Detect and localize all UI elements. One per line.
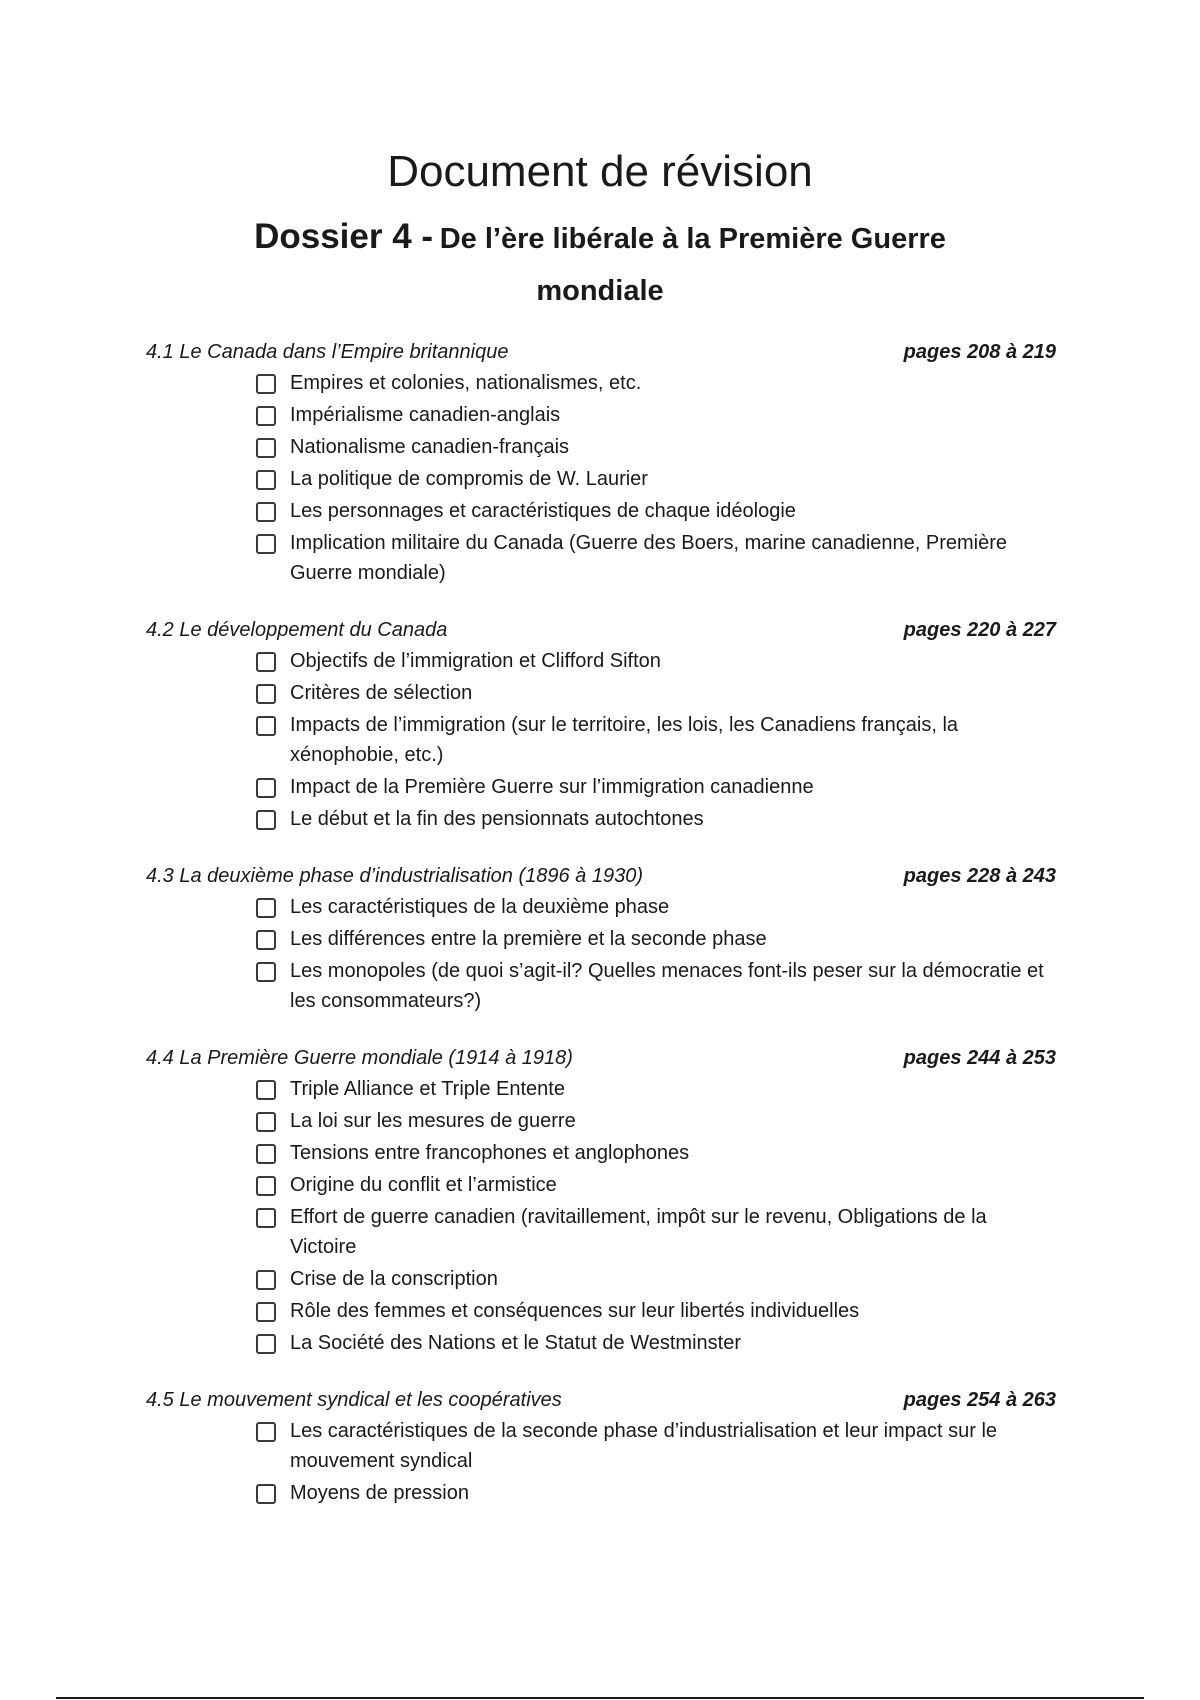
checklist-item bbox=[256, 1202, 1058, 1262]
checklist-item-label: La Société des Nations et le Statut de Westminster bbox=[290, 1332, 741, 1354]
checklist-item bbox=[256, 1328, 1058, 1358]
checklist-item-label: Les caractéristiques de la seconde phase d’industrialisation et leur impact sur le mouvement syndical bbox=[290, 1420, 998, 1472]
checkbox[interactable] bbox=[256, 1080, 276, 1100]
section-title: 4.4 La Première Guerre mondiale (1914 à 1918) bbox=[146, 1047, 573, 1069]
checklist-item bbox=[256, 678, 1058, 708]
checkbox[interactable] bbox=[256, 502, 276, 522]
checklist-item-label: Les monopoles (de quoi s’agit-il? Quelles menaces font-ils peser sur la démocratie et les consommateurs?) bbox=[290, 960, 1044, 1012]
checkbox[interactable] bbox=[256, 1484, 276, 1504]
checkbox[interactable] bbox=[256, 1302, 276, 1322]
section bbox=[146, 614, 1058, 834]
checklist-item bbox=[256, 1296, 1058, 1326]
checklist-item bbox=[256, 1416, 1058, 1476]
document-title: Document de révision bbox=[387, 147, 813, 196]
subtitle-theme: De l’ère libérale à la Première Guerre mondiale bbox=[439, 223, 946, 307]
checkbox[interactable] bbox=[256, 1112, 276, 1132]
checkbox[interactable] bbox=[256, 778, 276, 798]
subtitle-dossier-number: Dossier 4 - bbox=[254, 217, 434, 256]
checkbox[interactable] bbox=[256, 810, 276, 830]
checklist-item bbox=[256, 1074, 1058, 1104]
checklist-item bbox=[256, 710, 1058, 770]
section-pages: pages 220 à 227 bbox=[903, 619, 1056, 641]
checkbox[interactable] bbox=[256, 716, 276, 736]
checkbox[interactable] bbox=[256, 534, 276, 554]
checklist-item-label: Les caractéristiques de la deuxième phase bbox=[290, 896, 670, 918]
checklist bbox=[146, 1074, 1058, 1358]
section-title: 4.3 La deuxième phase d’industrialisation (1896 à 1930) bbox=[146, 865, 644, 887]
checklist-item bbox=[256, 1106, 1058, 1136]
checklist-item-label: Critères de sélection bbox=[290, 682, 473, 704]
section-header bbox=[146, 614, 1058, 646]
checklist-item-label: Objectifs de l’immigration et Clifford Sifton bbox=[290, 650, 661, 672]
checkbox[interactable] bbox=[256, 1176, 276, 1196]
checklist-item-label: Crise de la conscription bbox=[290, 1268, 498, 1290]
checklist-item bbox=[256, 646, 1058, 676]
checklist-item-label: Tensions entre francophones et anglophones bbox=[290, 1142, 690, 1164]
section-header bbox=[146, 1384, 1058, 1416]
checklist-item bbox=[256, 464, 1058, 494]
checklist-item-label: Impérialisme canadien-anglais bbox=[290, 404, 561, 426]
section-pages: pages 254 à 263 bbox=[903, 1389, 1056, 1411]
section-pages: pages 228 à 243 bbox=[903, 865, 1056, 887]
checklist-item-label: La politique de compromis de W. Laurier bbox=[290, 468, 648, 490]
section bbox=[146, 336, 1058, 588]
checklist-item bbox=[256, 1264, 1058, 1294]
checklist-item-label: Rôle des femmes et conséquences sur leur libertés individuelles bbox=[290, 1300, 860, 1322]
checklist-item-label: Moyens de pression bbox=[290, 1482, 469, 1504]
checkbox[interactable] bbox=[256, 930, 276, 950]
checkbox[interactable] bbox=[256, 1422, 276, 1442]
section bbox=[146, 1042, 1058, 1358]
checklist bbox=[146, 368, 1058, 588]
checkbox[interactable] bbox=[256, 1270, 276, 1290]
checklist-item bbox=[256, 956, 1058, 1016]
section-pages: pages 244 à 253 bbox=[903, 1047, 1056, 1069]
checklist-item bbox=[256, 528, 1058, 588]
checklist bbox=[146, 892, 1058, 1016]
checklist-item-label: Origine du conflit et l’armistice bbox=[290, 1174, 557, 1196]
checkbox[interactable] bbox=[256, 1144, 276, 1164]
checklist-item-label: Nationalisme canadien-français bbox=[290, 436, 570, 458]
checklist-item-label: Impacts de l’immigration (sur le territoire, les lois, les Canadiens français, la xénophobie, etc.) bbox=[290, 714, 959, 766]
checkbox[interactable] bbox=[256, 684, 276, 704]
document-subtitle bbox=[200, 212, 1000, 318]
checkbox[interactable] bbox=[256, 438, 276, 458]
checklist-item bbox=[256, 924, 1058, 954]
section-title: 4.2 Le développement du Canada bbox=[146, 619, 448, 641]
section-title: 4.1 Le Canada dans l’Empire britannique bbox=[146, 341, 509, 363]
checklist-item-label: Triple Alliance et Triple Entente bbox=[290, 1078, 565, 1100]
checklist-item bbox=[256, 1478, 1058, 1508]
checkbox[interactable] bbox=[256, 1208, 276, 1228]
checklist-item-label: Effort de guerre canadien (ravitaillement, impôt sur le revenu, Obligations de la Victoire bbox=[290, 1206, 987, 1258]
section-header bbox=[146, 336, 1058, 368]
checklist-item bbox=[256, 772, 1058, 802]
section bbox=[146, 1384, 1058, 1508]
section-title: 4.5 Le mouvement syndical et les coopératives bbox=[146, 1389, 562, 1411]
checklist-item-label: Les personnages et caractéristiques de chaque idéologie bbox=[290, 500, 796, 522]
checkbox[interactable] bbox=[256, 962, 276, 982]
section bbox=[146, 860, 1058, 1016]
checklist-item bbox=[256, 804, 1058, 834]
checkbox[interactable] bbox=[256, 406, 276, 426]
checkbox[interactable] bbox=[256, 374, 276, 394]
checklist-item bbox=[256, 892, 1058, 922]
checklist bbox=[146, 646, 1058, 834]
checkbox[interactable] bbox=[256, 898, 276, 918]
checklist-item bbox=[256, 496, 1058, 526]
checklist-item-label: Empires et colonies, nationalismes, etc. bbox=[290, 372, 642, 394]
footer-divider bbox=[56, 1697, 1144, 1699]
section-header bbox=[146, 1042, 1058, 1074]
checklist-item-label: Le début et la fin des pensionnats autochtones bbox=[290, 808, 704, 830]
sections-list bbox=[146, 336, 1058, 1534]
checklist-item bbox=[256, 368, 1058, 398]
section-header bbox=[146, 860, 1058, 892]
checklist-item-label: Impact de la Première Guerre sur l’immigration canadienne bbox=[290, 776, 814, 798]
checkbox[interactable] bbox=[256, 1334, 276, 1354]
section-pages: pages 208 à 219 bbox=[903, 341, 1056, 363]
checkbox[interactable] bbox=[256, 470, 276, 490]
checklist-item-label: La loi sur les mesures de guerre bbox=[290, 1110, 576, 1132]
checklist-item bbox=[256, 400, 1058, 430]
checklist-item bbox=[256, 1138, 1058, 1168]
checklist-item bbox=[256, 432, 1058, 462]
checkbox[interactable] bbox=[256, 652, 276, 672]
checklist-item-label: Implication militaire du Canada (Guerre des Boers, marine canadienne, Première Guerre mondiale) bbox=[290, 532, 1008, 584]
checklist bbox=[146, 1416, 1058, 1508]
checklist-item bbox=[256, 1170, 1058, 1200]
checklist-item-label: Les différences entre la première et la seconde phase bbox=[290, 928, 767, 950]
